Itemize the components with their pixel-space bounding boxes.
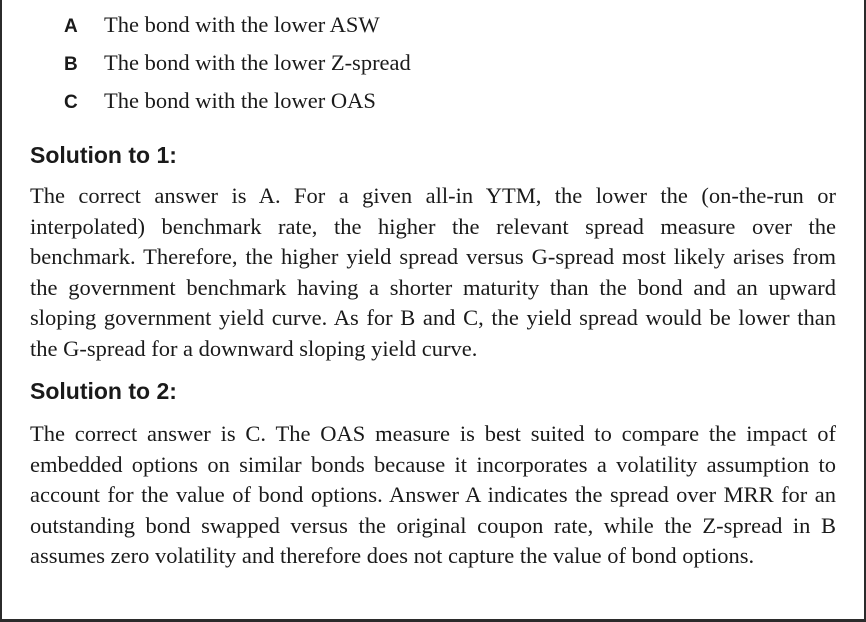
option-letter: B: [64, 54, 78, 75]
option-c: [64, 82, 844, 120]
option-letter: A: [64, 16, 78, 37]
solution-1-heading: Solution to 1:: [30, 142, 177, 168]
answer-options: [64, 6, 844, 120]
option-text: The bond with the lower ASW: [104, 12, 380, 37]
option-text: The bond with the lower Z-spread: [104, 50, 411, 75]
option-letter: C: [64, 92, 78, 113]
solution-1-body: The correct answer is A. For a given all-in YTM, the lower the (on-the-run or interpolated) benchmark rate, the higher the relevant spread measure over the benchmark. Therefore, the higher yield spread versus G-spread most likely arises from the government benchmark having a shorter maturity than the bond and an upward sloping government yield curve. As for B and C, the yield spread would be lower than the G-spread for a downward sloping yield curve.: [30, 183, 836, 361]
option-b: [64, 44, 844, 82]
option-text: The bond with the lower OAS: [104, 88, 376, 113]
option-a: [64, 6, 844, 44]
solution-2-heading: Solution to 2:: [30, 378, 177, 404]
solution-2-body: The correct answer is C. The OAS measure is best suited to compare the impact of embedded options on similar bonds because it incorporates a volatility assumption to account for the value of bond options. Answer A indicates the spread over MRR for an outstanding bond swapped versus the original coupon rate, while the Z-spread in B assumes zero volatility and therefore does not capture the value of bond options.: [30, 421, 836, 568]
